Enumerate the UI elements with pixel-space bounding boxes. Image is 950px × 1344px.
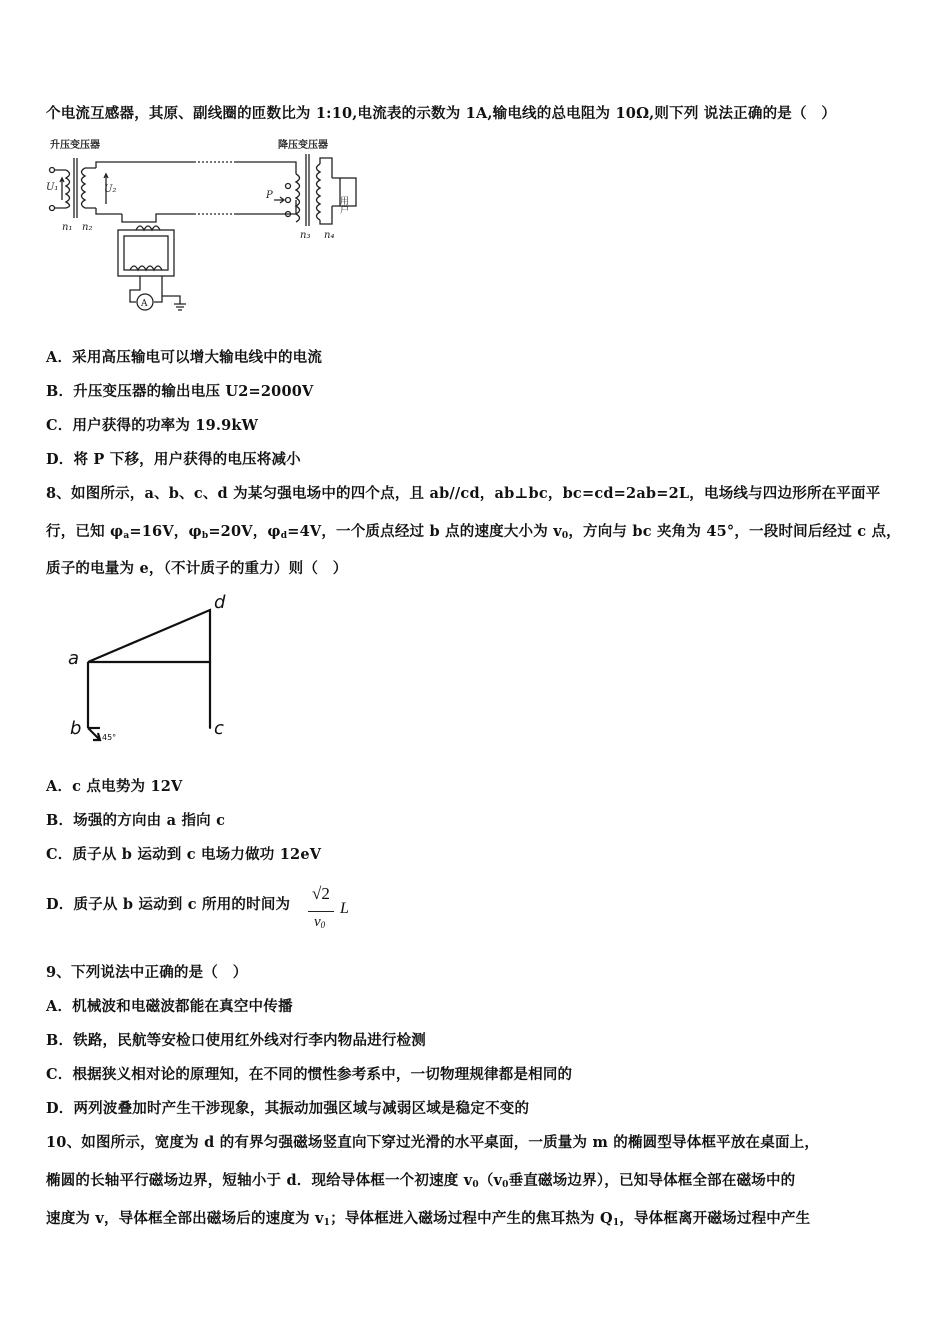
fraction-denominator: $v_0$ <box>314 914 326 930</box>
point-b-label: b <box>70 718 82 739</box>
q9-option-a: A．机械波和电磁波都能在真空中传播 <box>46 998 293 1015</box>
step-down-label: 降压变压器 <box>278 140 328 151</box>
q8-option-d: D．质子从 b 运动到 c 所用的时间为 <box>46 896 291 913</box>
q8-stem-line2: 行，已知 $\varphi_a=16V$，$\varphi_b=20V$，$\varphi_d=4V$，一个质点经过 b 点的速度大小为 $v_0$，方向与 bc 夹角为 45°，一段时间后经过 c 点， <box>46 523 901 541</box>
q8-option-a: A．c 点电势为 12V <box>46 778 183 795</box>
n3-label: n₃ <box>300 230 311 241</box>
q8-option-c: C．质子从 b 运动到 c 电场力做功 12eV <box>46 846 322 863</box>
q8-option-b: B．场强的方向由 a 指向 c <box>46 812 226 829</box>
u1-label: U₁ <box>46 182 59 193</box>
q7-option-a: A．采用高压输电可以增大输电线中的电流 <box>46 349 323 366</box>
q7-option-b: B．升压变压器的输出电压 U2=2000V <box>46 383 314 400</box>
ammeter-label: A <box>141 299 148 309</box>
q9-option-c: C．根据狭义相对论的原理知，在不同的惯性参考系中，一切物理规律都是相同的 <box>46 1066 573 1083</box>
q7-option-c: C．用户获得的功率为 19.9kW <box>46 417 259 434</box>
q9-option-d: D．两列波叠加时产生干涉现象，其振动加强区域与减弱区域是稳定不变的 <box>46 1100 530 1117</box>
n4-label: n₄ <box>324 230 335 241</box>
time-fraction <box>306 884 356 940</box>
transformer-circuit-figure <box>44 134 364 320</box>
p-label: P <box>266 190 273 201</box>
n2-label: n₂ <box>82 222 93 233</box>
angle-label: 45° <box>102 733 117 742</box>
point-d-label: d <box>214 592 226 613</box>
q10-stem-line1: 10、如图所示，宽度为 d 的有界匀强磁场竖直向下穿过光滑的水平桌面，一质量为 m 的椭圆型导体框平放在桌面上， <box>46 1134 820 1151</box>
q8-stem-line3: 质子的电量为 e，（不计质子的重力）则（ ） <box>46 560 348 577</box>
question-7-intro: 个电流互感器，其原、副线圈的匝数比为 1:10,电流表的示数为 1A,输电线的总电阻为 10Ω,则下列 说法正确的是（ ） <box>46 105 837 122</box>
quadrilateral-figure <box>64 590 244 750</box>
n1-label: n₁ <box>62 222 73 233</box>
q10-stem-line2: 椭圆的长轴平行磁场边界，短轴小于 d．现给导体框一个初速度 $v_0(v_0$垂直磁场边界），已知导体框全部在磁场中的 <box>46 1172 796 1190</box>
q10-stem-line3: 速度为 v，导体框全部出磁场后的速度为 $v_1$；导体框进入磁场过程中产生的焦耳热为 $Q_1$，导体框离开磁场过程中产生 <box>46 1210 811 1228</box>
u2-label: U₂ <box>104 184 117 195</box>
q9-stem: 9、下列说法中正确的是（ ） <box>46 964 248 981</box>
q7-option-d: D．将 P 下移，用户获得的电压将减小 <box>46 451 301 468</box>
point-c-label: c <box>214 718 224 739</box>
fraction-length: L <box>340 900 349 917</box>
q9-option-b: B．铁路，民航等安检口使用红外线对行李内物品进行检测 <box>46 1032 426 1049</box>
q8-stem-line1: 8、如图所示，a、b、c、d 为某匀强电场中的四个点，且 ab//cd，ab⊥bc，bc=cd=2ab=2L，电场线与四边形所在平面平 <box>46 485 881 502</box>
fraction-numerator: √2 <box>312 884 330 903</box>
point-a-label: a <box>68 648 80 669</box>
user-label: 用户 <box>338 196 348 214</box>
step-up-label: 升压变压器 <box>50 140 100 151</box>
